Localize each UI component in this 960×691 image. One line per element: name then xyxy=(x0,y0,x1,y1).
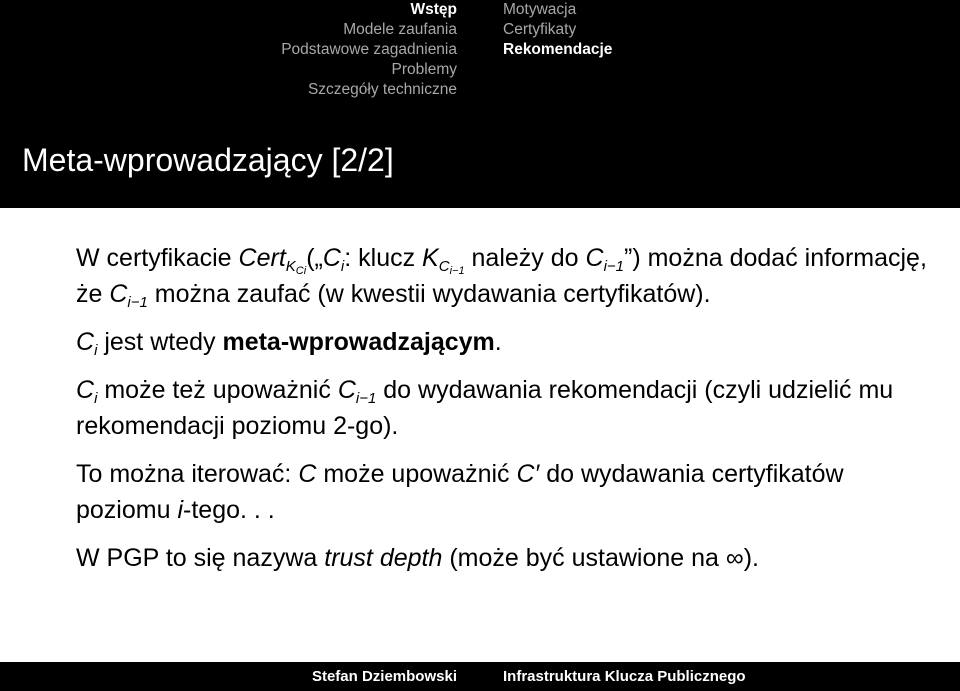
math-ci-1: C xyxy=(109,280,128,308)
math-k: K xyxy=(422,244,439,272)
text: W certyfikacie xyxy=(76,244,239,272)
section-nav xyxy=(281,0,457,100)
nav-section-modele-zaufania[interactable]: Modele zaufania xyxy=(343,21,457,38)
math-c: C xyxy=(438,258,450,275)
paragraph-meta-certificate xyxy=(76,240,936,312)
text: („ xyxy=(306,244,323,272)
math-ci-1: C xyxy=(337,376,356,404)
math-cert: Cert xyxy=(238,244,286,272)
text: To można iterować: xyxy=(76,460,299,488)
header-bar xyxy=(0,0,960,208)
text: : klucz xyxy=(344,244,423,272)
math-c: C xyxy=(295,265,304,277)
nav-subsection-rekomendacje[interactable]: Rekomendacje xyxy=(503,41,613,58)
text: jest wtedy xyxy=(97,328,223,356)
math-sub: i−1 xyxy=(603,258,624,275)
nav-section-problemy[interactable]: Problemy xyxy=(391,61,457,78)
math-i: i xyxy=(177,496,184,524)
text: -tego. . . xyxy=(183,496,275,524)
math-ci: C xyxy=(76,328,95,356)
math-ci-1: C xyxy=(585,244,604,272)
math-i: i xyxy=(303,265,307,277)
math-ci: C xyxy=(322,244,341,272)
text: ). xyxy=(743,544,759,572)
nav-subsection-certyfikaty[interactable]: Certyfikaty xyxy=(503,21,577,38)
paragraph-meta-introducer xyxy=(76,324,936,360)
paragraph-recommendation-level xyxy=(76,372,936,444)
text: może upoważnić xyxy=(316,460,517,488)
paragraph-iteration xyxy=(76,456,936,528)
footer-author: Stefan Dziembowski xyxy=(311,668,457,685)
text: ”) można dodać informację, że xyxy=(76,244,927,308)
paragraph-trust-depth xyxy=(76,540,936,576)
math-c: C xyxy=(298,460,317,488)
bold-term: meta-wprowadzającym xyxy=(222,328,495,356)
infinity-symbol: ∞ xyxy=(725,544,744,572)
subsection-nav xyxy=(503,0,612,60)
text: . xyxy=(494,328,502,356)
nav-subsection-motywacja[interactable]: Motywacja xyxy=(503,1,577,18)
nav-section-podstawowe-zagadnienia[interactable]: Podstawowe zagadnienia xyxy=(281,41,457,58)
math-sub: i xyxy=(340,258,345,275)
footer-bar xyxy=(0,662,960,691)
text: do wydawania rekomendacji (czyli udzielić mu rekomendacji poziomu 2-go). xyxy=(76,376,894,440)
frame-title: Meta-wprowadzający [2/2] xyxy=(22,142,394,178)
text: należy do xyxy=(464,244,586,272)
text: do wydawania certyfikatów poziomu xyxy=(76,460,844,524)
math-c-prime: C′ xyxy=(516,460,540,488)
text: W PGP to się nazywa xyxy=(76,544,325,572)
math-sub: i xyxy=(94,390,98,407)
text: może też upoważnić xyxy=(97,376,338,404)
text: można zaufać (w kwestii wydawania certyfikatów). xyxy=(147,280,711,308)
math-sub: i−1 xyxy=(127,294,148,311)
nav-section-szczegoly-techniczne[interactable]: Szczegóły techniczne xyxy=(307,81,457,98)
math-sub: i xyxy=(94,342,98,359)
footer-title: Infrastruktura Klucza Publicznego xyxy=(503,668,746,685)
math-sub: i−1 xyxy=(355,390,377,407)
math-ci: C xyxy=(76,376,95,404)
math-k: K xyxy=(285,258,296,275)
nav-section-wstep[interactable]: Wstęp xyxy=(410,1,457,18)
math-sub: i−1 xyxy=(449,265,465,277)
emphasis-trust-depth: trust depth xyxy=(324,544,443,572)
text: (może być ustawione na xyxy=(442,544,726,572)
slide-content xyxy=(76,240,936,588)
